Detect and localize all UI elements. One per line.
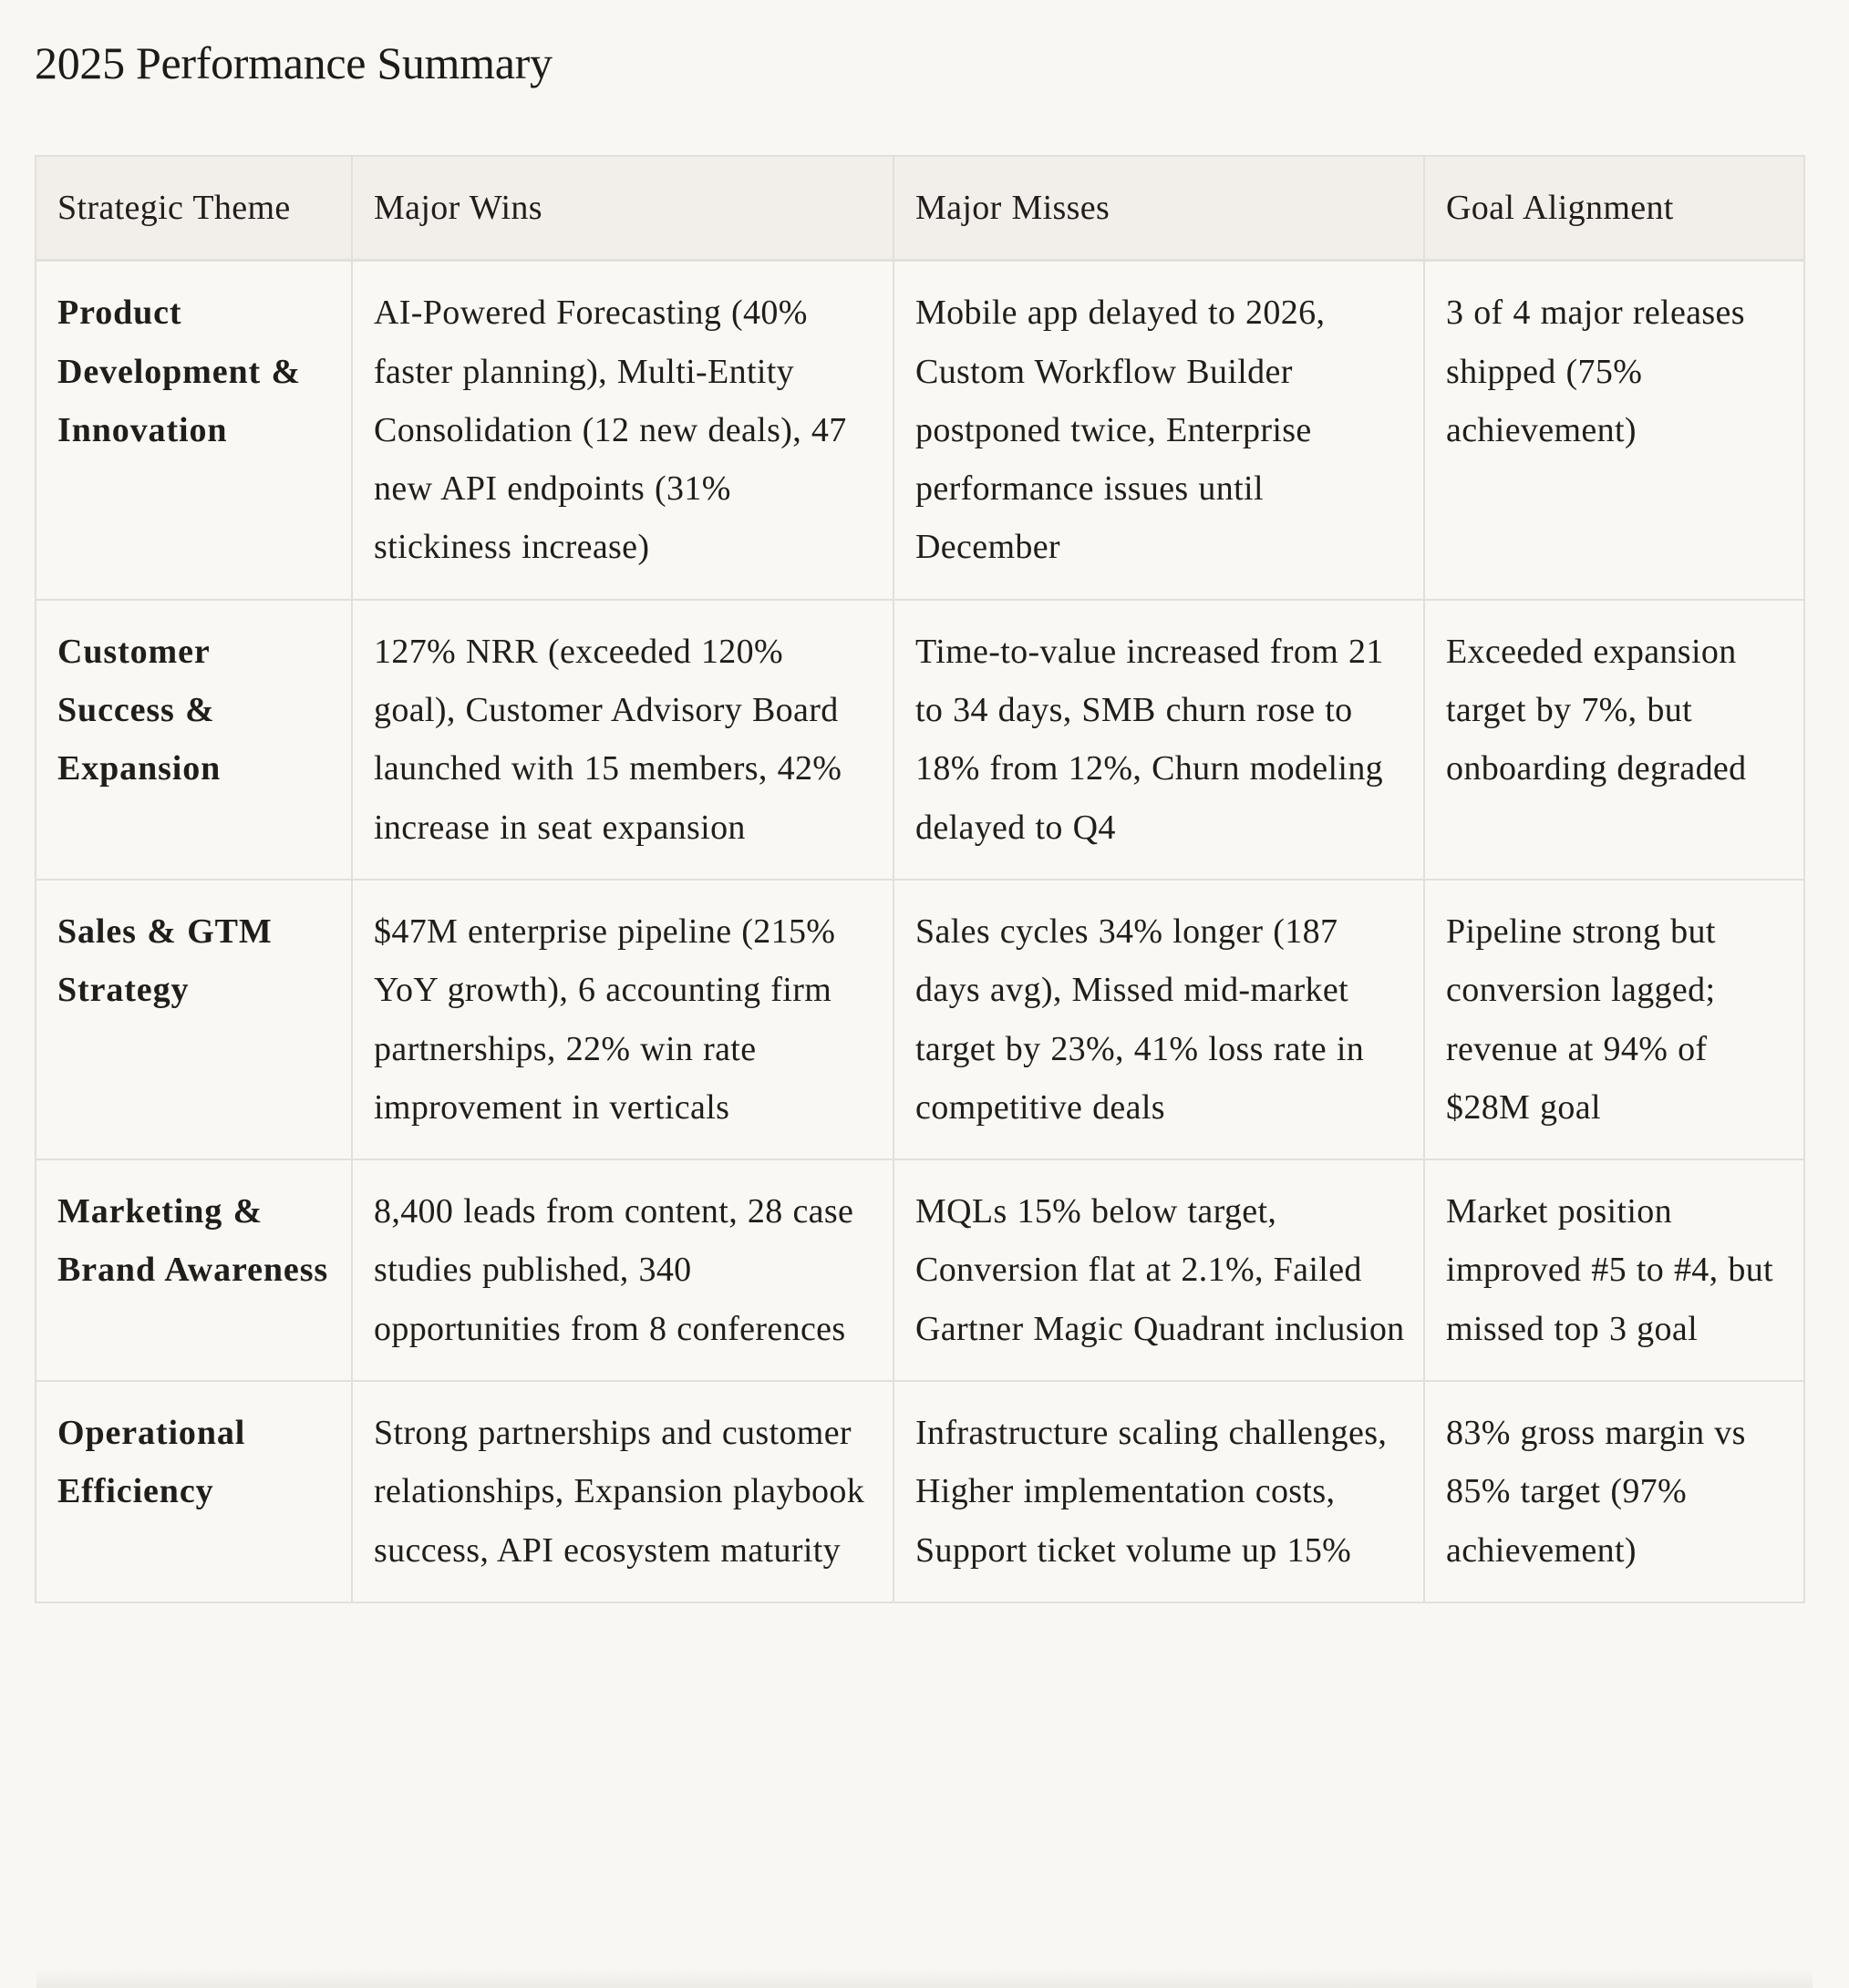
cell-goal-alignment: 83% gross margin vs 85% target (97% achievement) xyxy=(1424,1381,1804,1602)
cell-goal-alignment: Market position improved #5 to #4, but missed top 3 goal xyxy=(1424,1159,1804,1381)
cell-major-wins: 8,400 leads from content, 28 case studies published, 340 opportunities from 8 conferences xyxy=(352,1159,894,1381)
header-strategic-theme: Strategic Theme xyxy=(36,156,352,261)
header-goal-alignment: Goal Alignment xyxy=(1424,156,1804,261)
cell-goal-alignment: Pipeline strong but conversion lagged; revenue at 94% of $28M goal xyxy=(1424,880,1804,1159)
cell-major-misses: Mobile app delayed to 2026, Custom Workflow Builder postponed twice, Enterprise performance issues until December xyxy=(894,261,1424,600)
table-row xyxy=(36,261,1804,600)
cell-major-wins: Strong partnerships and customer relationships, Expansion playbook success, API ecosystem maturity xyxy=(352,1381,894,1602)
performance-summary-table xyxy=(35,155,1805,1603)
cell-strategic-theme: Sales & GTM Strategy xyxy=(36,880,352,1159)
cell-major-wins: AI-Powered Forecasting (40% faster planning), Multi-Entity Consolidation (12 new deals), 47 new API endpoints (31% stickiness increase) xyxy=(352,261,894,600)
cell-major-misses: Infrastructure scaling challenges, Higher implementation costs, Support ticket volume up 15% xyxy=(894,1381,1424,1602)
table-row xyxy=(36,880,1804,1159)
cell-strategic-theme: Operational Efficiency xyxy=(36,1381,352,1602)
cell-major-misses: Time-to-value increased from 21 to 34 days, SMB churn rose to 18% from 12%, Churn modeling delayed to Q4 xyxy=(894,600,1424,880)
table-header xyxy=(36,156,1804,261)
header-major-wins: Major Wins xyxy=(352,156,894,261)
cell-strategic-theme: Product Development & Innovation xyxy=(36,261,352,600)
cell-major-wins: $47M enterprise pipeline (215% YoY growth), 6 accounting firm partnerships, 22% win rate improvement in verticals xyxy=(352,880,894,1159)
table-row xyxy=(36,600,1804,880)
cell-goal-alignment: 3 of 4 major releases shipped (75% achievement) xyxy=(1424,261,1804,600)
header-major-misses: Major Misses xyxy=(894,156,1424,261)
table-body xyxy=(36,261,1804,1602)
page-title: 2025 Performance Summary xyxy=(35,37,553,88)
cell-goal-alignment: Exceeded expansion target by 7%, but onboarding degraded xyxy=(1424,600,1804,880)
table-row xyxy=(36,1381,1804,1602)
cell-major-wins: 127% NRR (exceeded 120% goal), Customer Advisory Board launched with 15 members, 42% increase in seat expansion xyxy=(352,600,894,880)
cell-major-misses: MQLs 15% below target, Conversion flat at 2.1%, Failed Gartner Magic Quadrant inclusion xyxy=(894,1159,1424,1381)
cell-strategic-theme: Marketing & Brand Awareness xyxy=(36,1159,352,1381)
bottom-fade-overlay xyxy=(36,1968,1813,1988)
cell-strategic-theme: Customer Success & Expansion xyxy=(36,600,352,880)
table-row xyxy=(36,1159,1804,1381)
cell-major-misses: Sales cycles 34% longer (187 days avg), Missed mid-market target by 23%, 41% loss rate in competitive deals xyxy=(894,880,1424,1159)
header-row xyxy=(36,156,1804,261)
